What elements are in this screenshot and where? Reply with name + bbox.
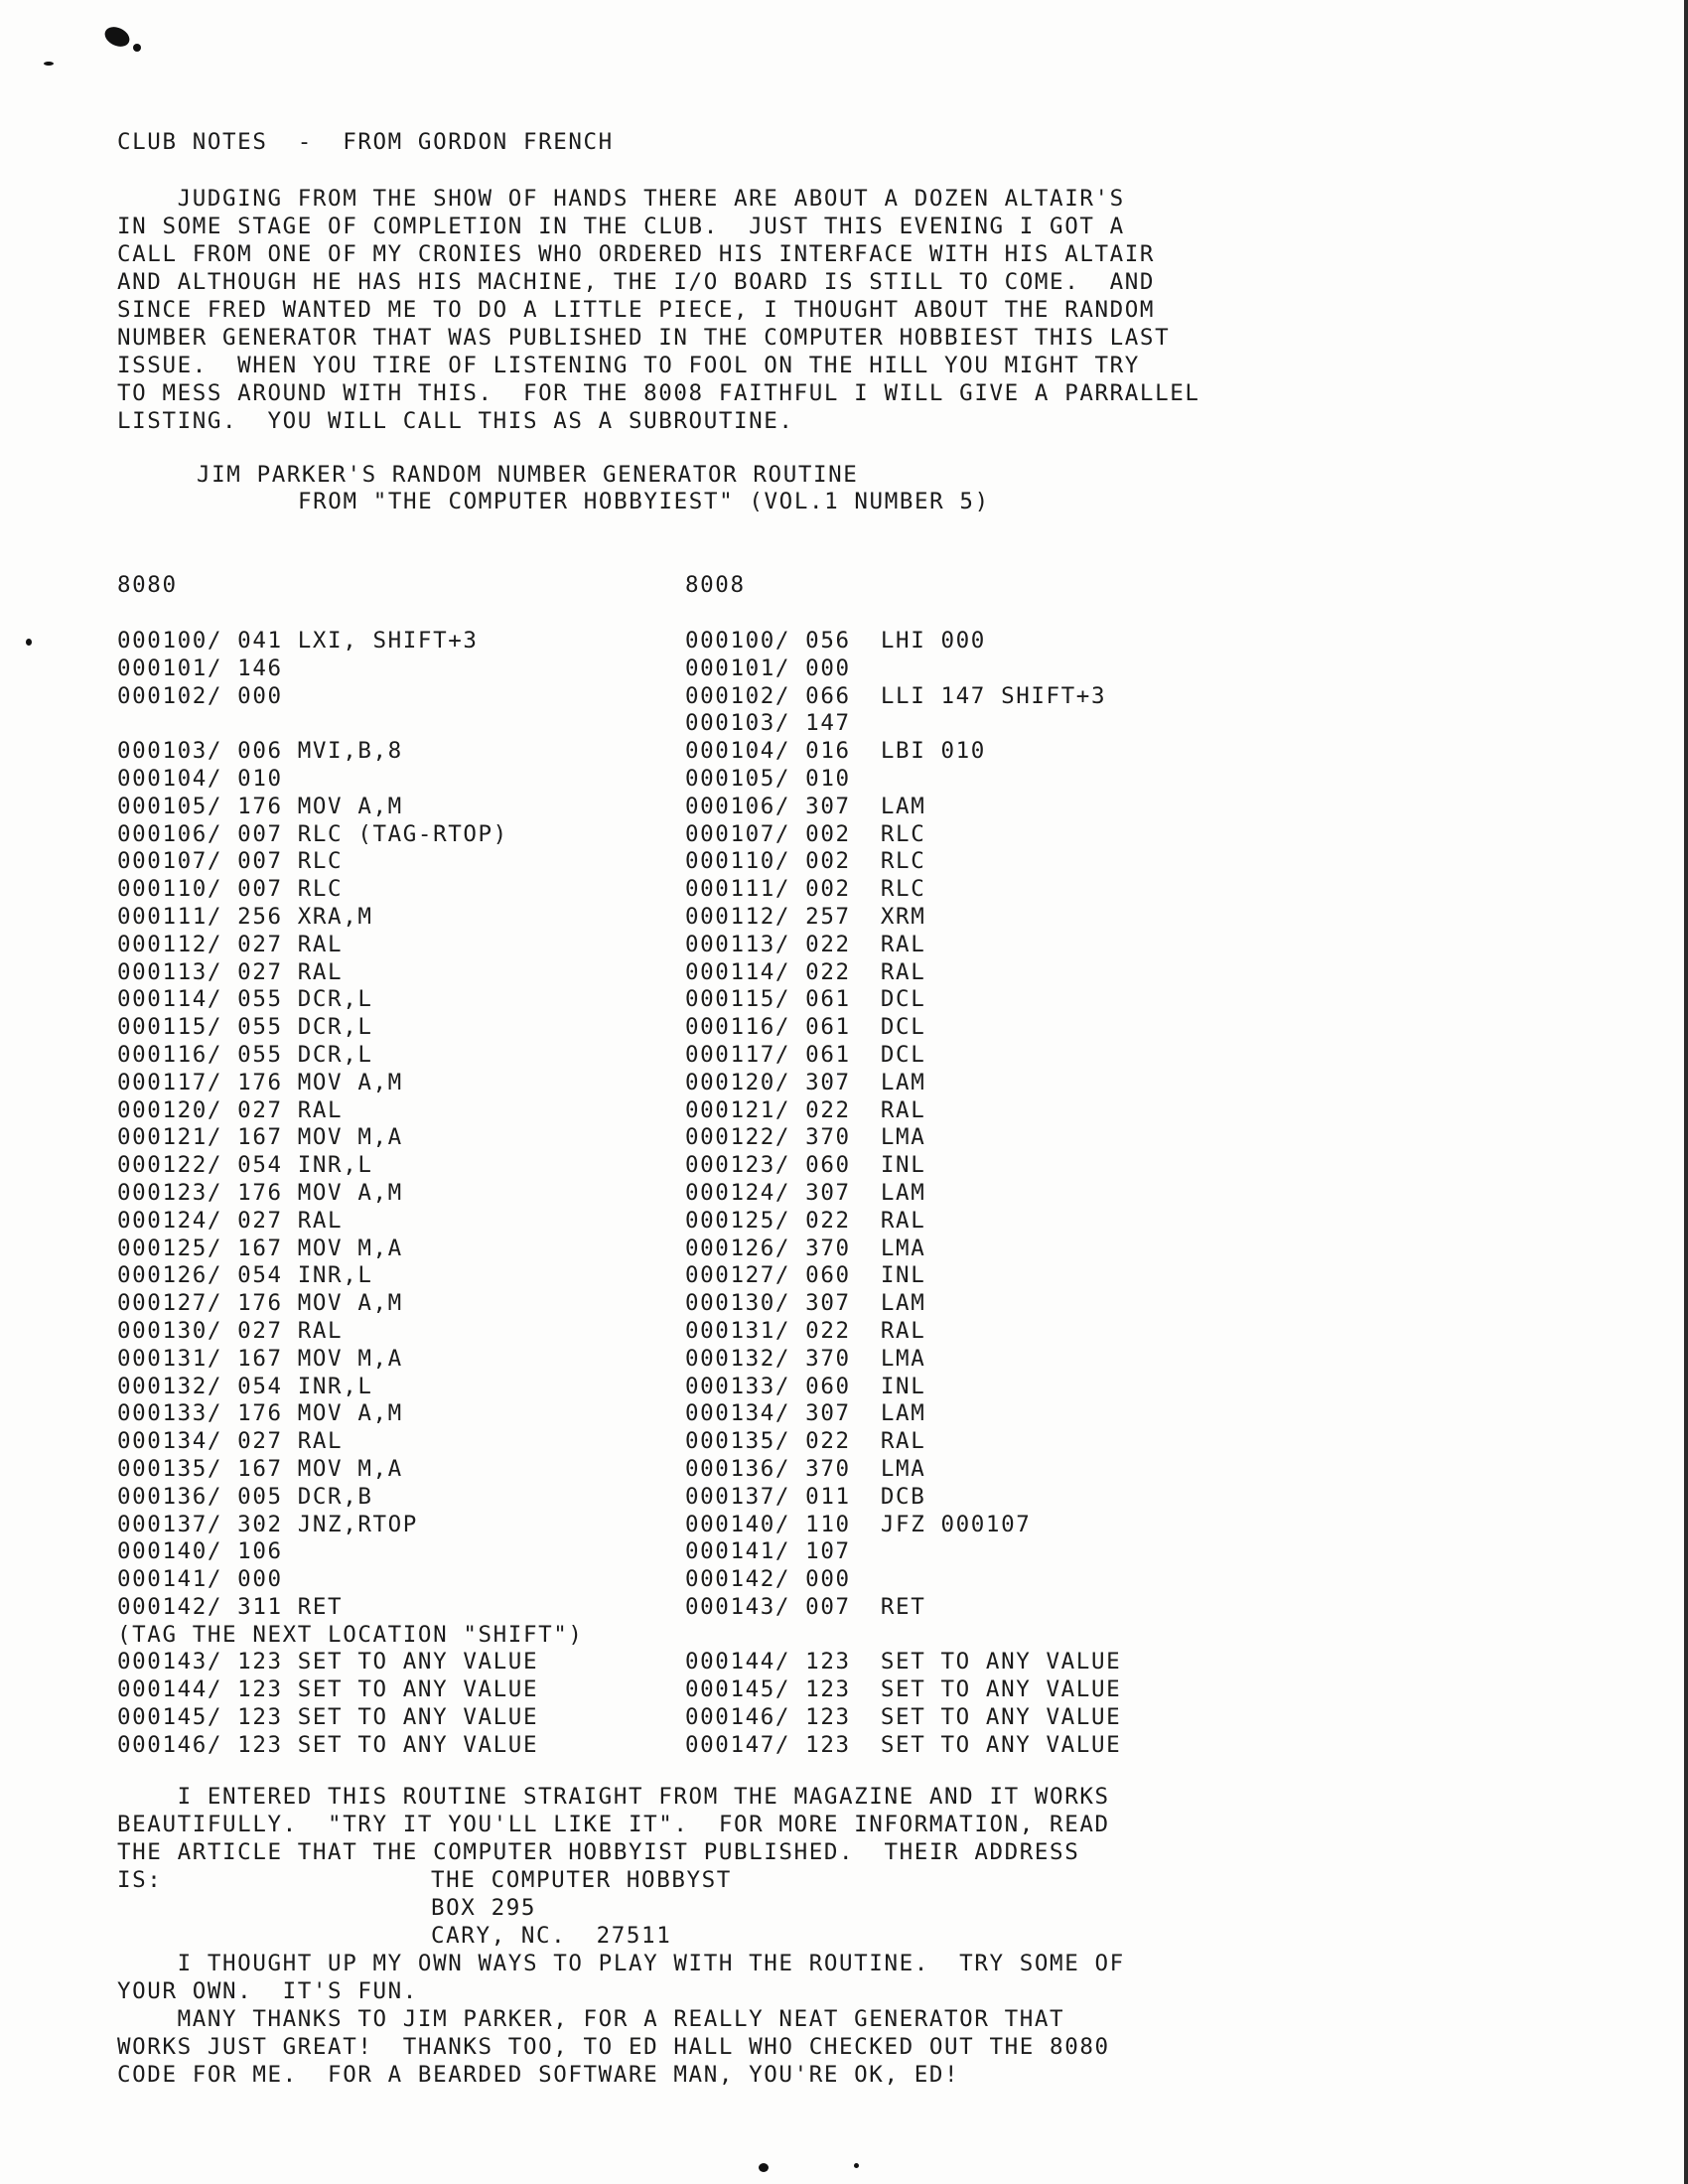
code-line: 000104/ 010 [117,765,283,792]
code-line: 000114/ 055 DCR,L [117,986,373,1013]
code-line: 000117/ 176 MOV A,M [117,1069,403,1095]
code-line: 000112/ 027 RAL [117,931,344,957]
code-line: 000105/ 010 [685,765,851,792]
scan-speck [101,23,132,50]
code-line: 000131/ 022 RAL [685,1317,926,1344]
address-line: THE COMPUTER HOBBYST [431,1867,732,1893]
scan-speck [44,62,54,66]
code-line: 000135/ 167 MOV M,A [117,1455,403,1482]
closing-thanks [117,1950,1125,2089]
code-line: 000112/ 257 XRM [685,903,926,930]
intro-line: AND ALTHOUGH HE HAS HIS MACHINE, THE I/O BOARD IS STILL TO COME. AND [117,269,1156,295]
code-line: 000107/ 002 RLC [685,820,926,847]
code-line: 000130/ 307 LAM [685,1290,926,1317]
code-line: 000124/ 307 LAM [685,1179,926,1206]
code-line: 000137/ 011 DCB [685,1483,926,1510]
code-line: 000122/ 370 LMA [685,1124,926,1151]
code-line: 000106/ 007 RLC (TAG-RTOP) [117,820,508,847]
address-line: CARY, NC. 27511 [431,1923,672,1949]
code-line: 000100/ 056 LHI 000 [685,628,986,654]
code-line: 000110/ 002 RLC [685,848,926,875]
code-line: 000102/ 000 [117,682,283,709]
closing-line: CODE FOR ME. FOR A BEARDED SOFTWARE MAN, YOU'RE OK, ED! [117,2062,960,2088]
code-line: 000134/ 027 RAL [117,1428,344,1455]
code-line: 000104/ 016 LBI 010 [685,738,986,765]
code-line: 000125/ 167 MOV M,A [117,1235,403,1261]
listing-8008 [685,627,1121,1759]
code-line: 000111/ 256 XRA,M [117,903,373,930]
listing-8080 [117,627,584,1759]
code-line: 000130/ 027 RAL [117,1317,344,1344]
code-line: 000127/ 060 INL [685,1262,926,1289]
code-line: 000127/ 176 MOV A,M [117,1290,403,1317]
code-line [685,1621,1121,1649]
code-line: 000136/ 370 LMA [685,1455,926,1482]
scan-edge [1684,0,1688,2184]
intro-line: JUDGING FROM THE SHOW OF HANDS THERE ARE ABOUT A DOZEN ALTAIR'S [117,186,1125,212]
closing-line: IS: [117,1867,163,1893]
code-line: 000101/ 146 [117,655,283,681]
code-line: 000107/ 007 RLC [117,848,344,875]
mailing-address [431,1866,732,1950]
code-line: 000145/ 123 SET TO ANY VALUE [117,1704,539,1731]
code-line: 000103/ 147 [685,710,851,737]
code-line: 000133/ 060 INL [685,1373,926,1399]
scan-speck [133,44,141,52]
code-line: 000145/ 123 SET TO ANY VALUE [685,1676,1122,1703]
code-line: 000114/ 022 RAL [685,958,926,985]
routine-source: FROM "THE COMPUTER HOBBYIEST" (VOL.1 NUMBER 5) [298,489,990,514]
code-line: 000136/ 005 DCR,B [117,1483,373,1510]
code-line: 000121/ 022 RAL [685,1096,926,1123]
page-title: CLUB NOTES - FROM GORDON FRENCH [117,129,614,155]
intro-line: LISTING. YOU WILL CALL THIS AS A SUBROUTINE. [117,408,794,434]
code-line [117,709,584,737]
code-line: 000140/ 106 [117,1538,283,1565]
closing-line: BEAUTIFULLY. "TRY IT YOU'LL LIKE IT". FOR MORE INFORMATION, READ [117,1812,1110,1837]
intro-line: ISSUE. WHEN YOU TIRE OF LISTENING TO FOOL ON THE HILL YOU MIGHT TRY [117,353,1140,378]
code-line: 000123/ 176 MOV A,M [117,1179,403,1206]
code-line: 000115/ 061 DCL [685,986,926,1013]
scan-speck [759,2163,769,2172]
code-line: 000110/ 007 RLC [117,876,344,903]
code-line: 000125/ 022 RAL [685,1207,926,1234]
code-line: 000106/ 307 LAM [685,793,926,819]
code-line: 000137/ 302 JNZ,RTOP [117,1511,418,1537]
closing-line: YOUR OWN. IT'S FUN. [117,1978,418,2004]
code-line: 000146/ 123 SET TO ANY VALUE [117,1731,539,1758]
code-line: 000115/ 055 DCR,L [117,1014,373,1041]
intro-line: SINCE FRED WANTED ME TO DO A LITTLE PIECE, I THOUGHT ABOUT THE RANDOM [117,297,1156,323]
intro-line: TO MESS AROUND WITH THIS. FOR THE 8008 FAITHFUL I WILL GIVE A PARRALLEL [117,380,1200,406]
code-line: 000113/ 027 RAL [117,958,344,985]
code-line: 000113/ 022 RAL [685,931,926,957]
closing-line: MANY THANKS TO JIM PARKER, FOR A REALLY NEAT GENERATOR THAT [117,2006,1065,2032]
column-heading-8080: 8080 [117,572,178,598]
closing-line: THE ARTICLE THAT THE COMPUTER HOBBYIST PUBLISHED. THEIR ADDRESS [117,1839,1080,1865]
code-line: 000102/ 066 LLI 147 SHIFT+3 [685,682,1107,709]
code-line: 000134/ 307 LAM [685,1400,926,1427]
scan-speck [26,639,32,646]
routine-title: JIM PARKER'S RANDOM NUMBER GENERATOR ROUTINE [197,462,859,488]
code-line: 000135/ 022 RAL [685,1428,926,1455]
code-line: 000146/ 123 SET TO ANY VALUE [685,1704,1122,1731]
code-line: 000126/ 054 INR,L [117,1262,373,1289]
code-line: 000103/ 006 MVI,B,8 [117,738,403,765]
address-line: BOX 295 [431,1895,537,1921]
code-line: 000144/ 123 SET TO ANY VALUE [117,1676,539,1703]
code-line: 000147/ 123 SET TO ANY VALUE [685,1731,1122,1758]
code-line: 000101/ 000 [685,655,851,681]
code-line: 000140/ 110 JFZ 000107 [685,1511,1032,1537]
code-line: 000143/ 007 RET [685,1593,926,1620]
code-line: 000142/ 311 RET [117,1593,344,1620]
code-line: 000121/ 167 MOV M,A [117,1124,403,1151]
code-line: 000105/ 176 MOV A,M [117,793,403,819]
code-line: 000124/ 027 RAL [117,1207,344,1234]
code-line: 000122/ 054 INR,L [117,1152,373,1179]
code-line: 000141/ 000 [117,1566,283,1593]
code-line: 000116/ 061 DCL [685,1014,926,1041]
code-line: 000120/ 027 RAL [117,1096,344,1123]
code-line: 000131/ 167 MOV M,A [117,1345,403,1372]
code-line: 000123/ 060 INL [685,1152,926,1179]
code-line: 000142/ 000 [685,1566,851,1593]
code-line: 000132/ 370 LMA [685,1345,926,1372]
code-line: 000120/ 307 LAM [685,1069,926,1095]
intro-line: NUMBER GENERATOR THAT WAS PUBLISHED IN THE COMPUTER HOBBIEST THIS LAST [117,325,1171,351]
code-line: 000111/ 002 RLC [685,876,926,903]
intro-line: CALL FROM ONE OF MY CRONIES WHO ORDERED HIS INTERFACE WITH HIS ALTAIR [117,241,1156,267]
code-line: 000126/ 370 LMA [685,1235,926,1261]
closing-line: I THOUGHT UP MY OWN WAYS TO PLAY WITH THE ROUTINE. TRY SOME OF [117,1951,1125,1976]
code-line: 000116/ 055 DCR,L [117,1041,373,1068]
closing-line: WORKS JUST GREAT! THANKS TOO, TO ED HALL WHO CHECKED OUT THE 8080 [117,2034,1110,2060]
code-line: 000100/ 041 LXI, SHIFT+3 [117,628,479,654]
scan-speck [854,2163,859,2168]
column-heading-8008: 8008 [685,572,746,598]
intro-paragraph [117,185,1200,435]
code-line: 000144/ 123 SET TO ANY VALUE [685,1649,1122,1675]
code-line: 000132/ 054 INR,L [117,1373,373,1399]
code-line: 000133/ 176 MOV A,M [117,1400,403,1427]
code-line: 000141/ 107 [685,1538,851,1565]
code-line: (TAG THE NEXT LOCATION "SHIFT") [117,1621,584,1648]
code-line: 000143/ 123 SET TO ANY VALUE [117,1649,539,1675]
code-line: 000117/ 061 DCL [685,1041,926,1068]
intro-line: IN SOME STAGE OF COMPLETION IN THE CLUB. JUST THIS EVENING I GOT A [117,214,1125,239]
closing-line: I ENTERED THIS ROUTINE STRAIGHT FROM THE MAGAZINE AND IT WORKS [117,1784,1110,1810]
